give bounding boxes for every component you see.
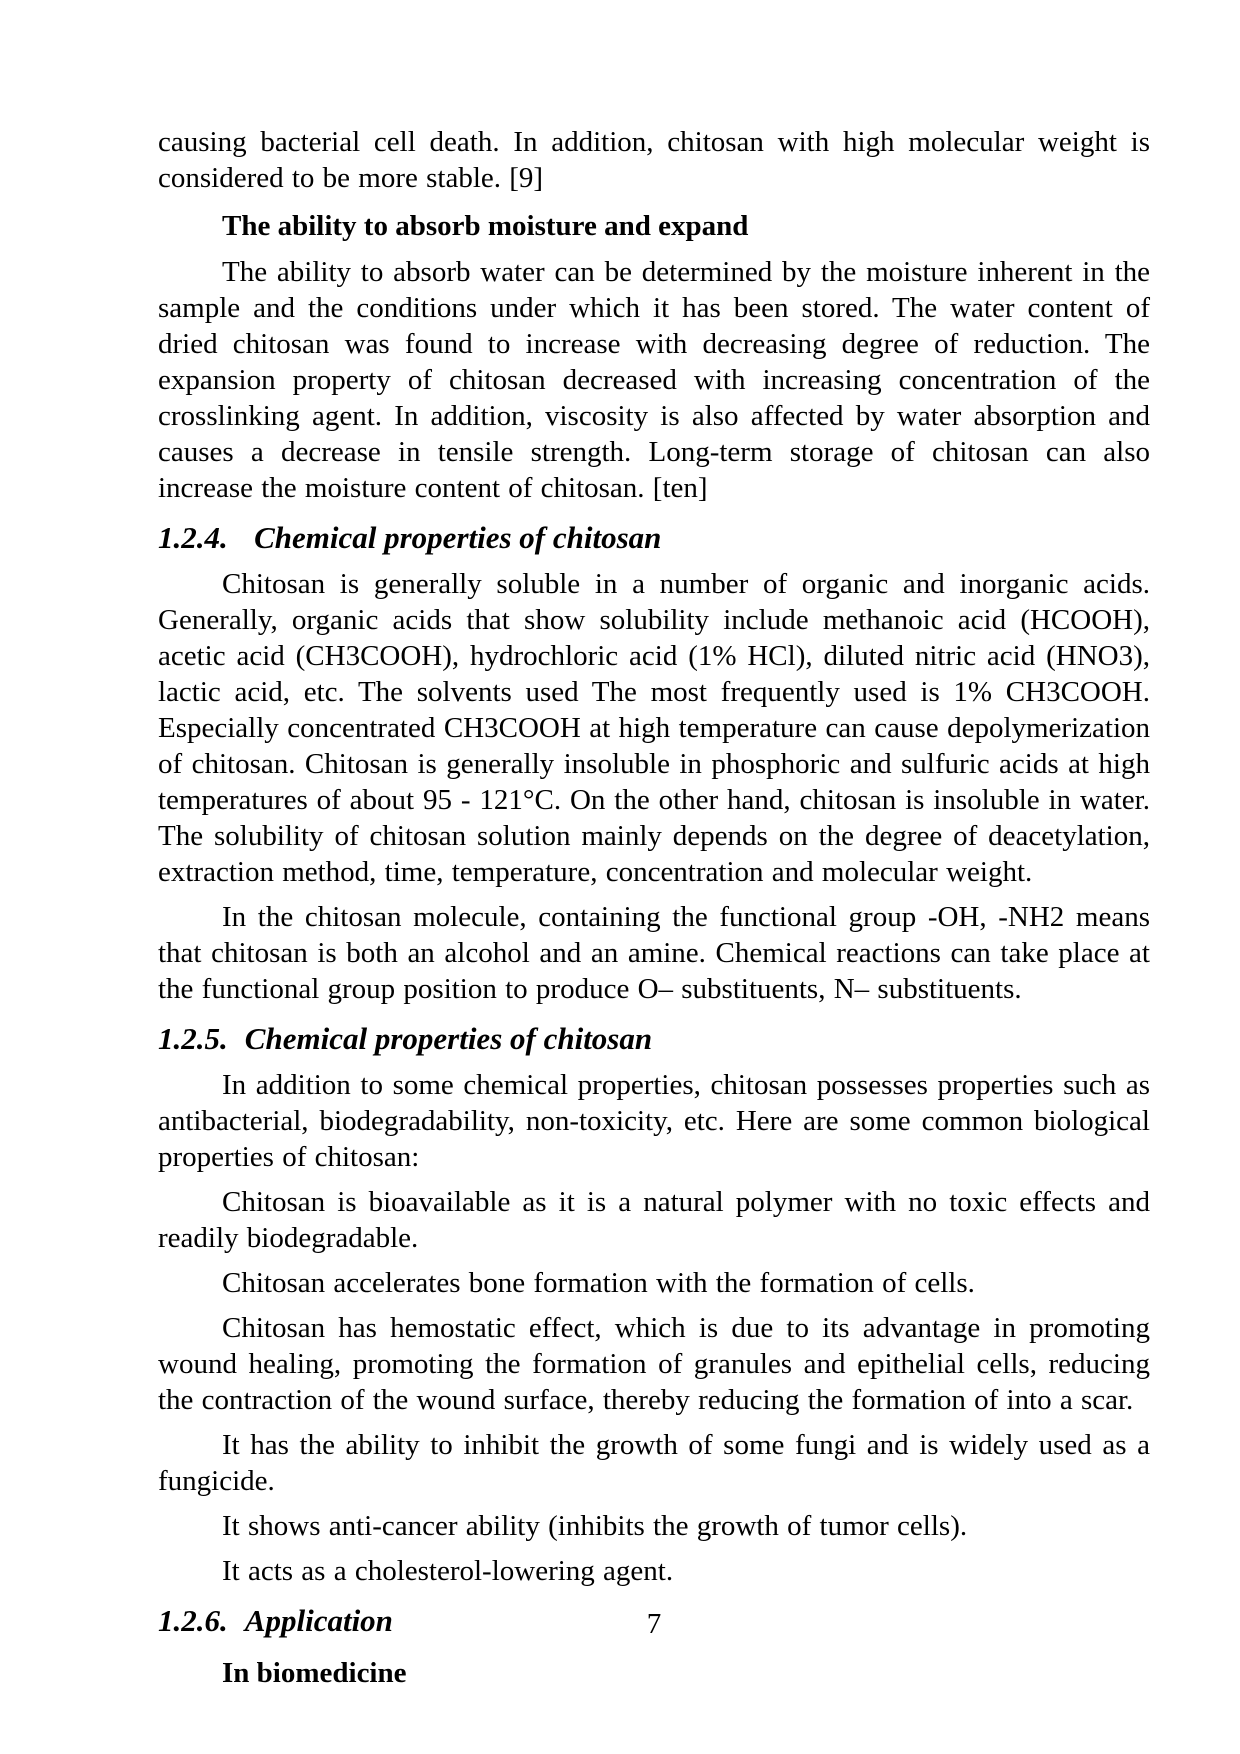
subheading-absorb-moisture: The ability to absorb moisture and expand — [222, 210, 749, 242]
heading-number: 1.2.4. — [158, 520, 228, 555]
paragraph-chemical-solubility: Chitosan is generally soluble in a number of organic and inorganic acids. Generally, organic acids that show solubility include methanoic acid (HCOOH), acetic acid (CH3COOH), hydrochloric acid (1% HCl), diluted nitric acid (HNO3), lactic acid, etc. The solvents used The most frequently used is 1% CH3COOH. Especially concentrated CH3COOH at high temperature can cause depolymerization of chitosan. Chitosan is generally insoluble in phosphoric and sulfuric acids at high temperatures of about 95 - 121°C. On the other hand, chitosan is insoluble in water. The solubility of chitosan solution mainly depends on the degree of deacetylation, extraction method, time, temperature, concentration and molecular weight. — [158, 568, 1150, 888]
heading-title: Application — [244, 1603, 393, 1638]
heading-title: Chemical properties of chitosan — [244, 1021, 653, 1056]
paragraph-bioavailable: Chitosan is bioavailable as it is a natural polymer with no toxic effects and readily biodegradable. — [158, 1186, 1150, 1254]
subheading-in-biomedicine: In biomedicine — [222, 1657, 407, 1689]
heading-number: 1.2.6. — [158, 1603, 228, 1638]
paragraph-anticancer: It shows anti-cancer ability (inhibits the growth of tumor cells). — [222, 1510, 968, 1542]
paragraph-biological-intro: In addition to some chemical properties, chitosan possesses properties such as antibacterial, biodegradability, non-toxicity, etc. Here are some common biological properties of chitosan: — [158, 1069, 1150, 1173]
heading-number: 1.2.5. — [158, 1021, 228, 1056]
paragraph-absorb-moisture: The ability to absorb water can be determined by the moisture inherent in the sample and the conditions under which it has been stored. The water content of dried chitosan was found to increase with decreasing degree of reduction. The expansion property of chitosan decreased with increasing concentration of the crosslinking agent. In addition, viscosity is also affected by water absorption and causes a decrease in tensile strength. Long-term storage of chitosan can also increase the moisture content of chitosan. [ten] — [158, 256, 1150, 504]
page-content — [158, 124, 1150, 1701]
heading-1-2-5 — [158, 1017, 1150, 1061]
page-number: 7 — [646, 1608, 662, 1640]
paragraph-hemostatic: Chitosan has hemostatic effect, which is due to its advantage in promoting wound healing, promoting the formation of granules and epithelial cells, reducing the contraction of the wound surface, thereby reducing the formation of into a scar. — [158, 1312, 1150, 1416]
paragraph-cholesterol: It acts as a cholesterol-lowering agent. — [222, 1555, 674, 1587]
heading-title: Chemical properties of chitosan — [254, 520, 662, 555]
heading-1-2-4 — [158, 516, 1150, 560]
paragraph-chemical-molecule: In the chitosan molecule, containing the functional group -OH, -NH2 means that chitosan is both an alcohol and an amine. Chemical reactions can take place at the functional group position to produce O– substituents, N– substituents. — [158, 901, 1150, 1005]
paragraph-fungicide: It has the ability to inhibit the growth of some fungi and is widely used as a fungicide. — [158, 1429, 1150, 1497]
paragraph-bone-formation: Chitosan accelerates bone formation with the formation of cells. — [222, 1267, 975, 1299]
paragraph-intro-continuation: causing bacterial cell death. In addition, chitosan with high molecular weight is considered to be more stable. [9] — [158, 126, 1150, 194]
